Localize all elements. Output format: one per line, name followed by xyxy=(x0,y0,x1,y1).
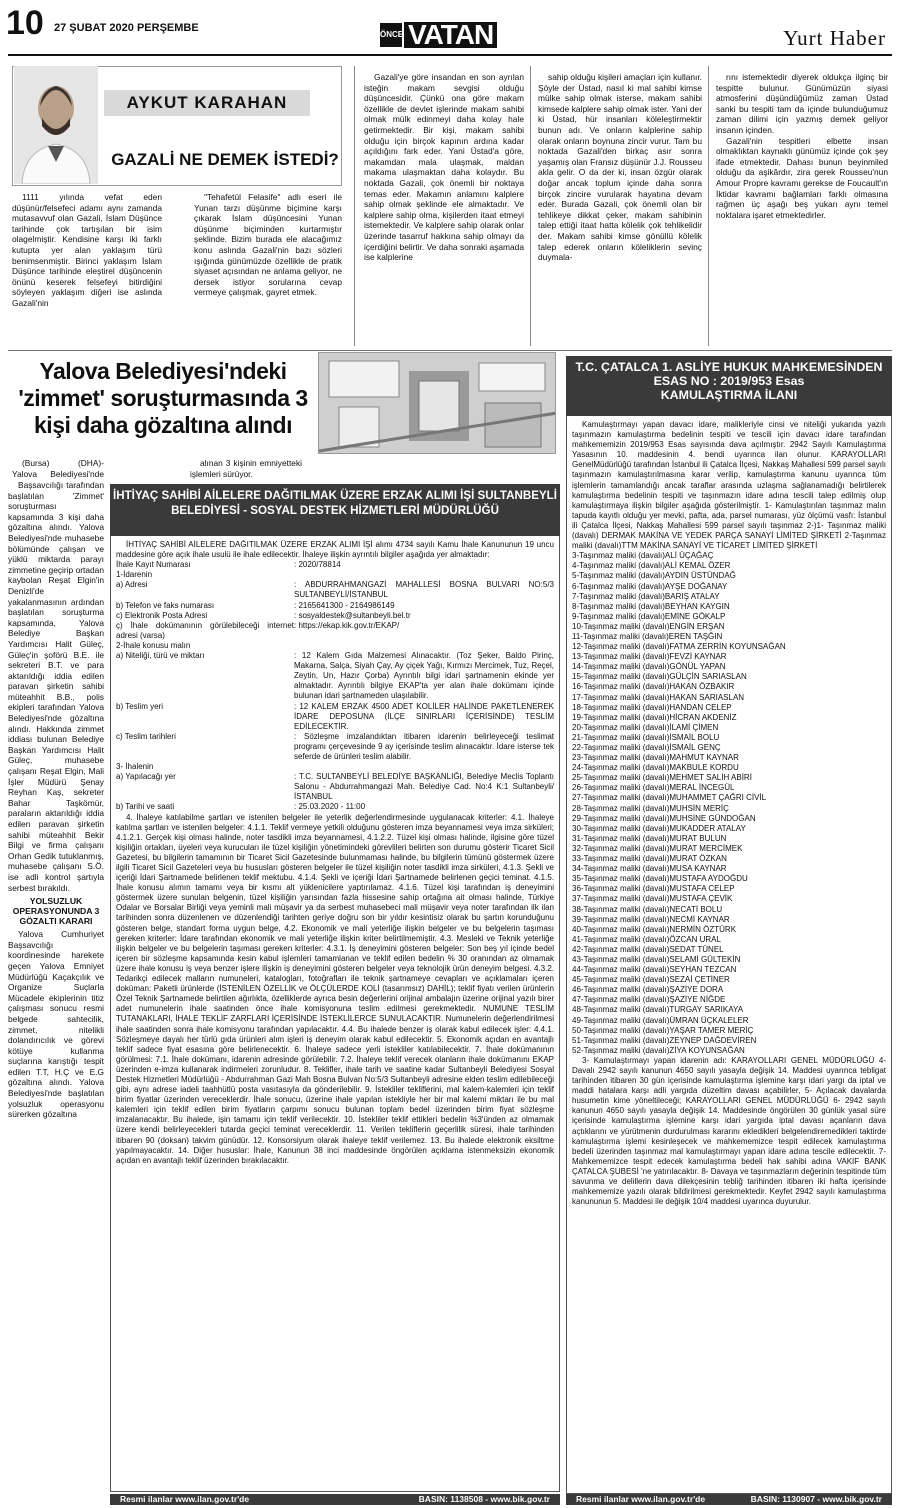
tender-row-value xyxy=(294,762,554,772)
owner-prefix: 37-Taşınmaz maliki (davalı) xyxy=(572,894,670,904)
owner-prefix: 6-Taşınmaz maliki (davalı) xyxy=(572,581,665,591)
owner-name: SEDAT TÜNEL xyxy=(669,944,724,954)
owner-item xyxy=(572,884,886,894)
tender-row xyxy=(116,570,554,580)
owner-item xyxy=(572,773,886,783)
author-avatar xyxy=(14,66,98,184)
owner-name: MERAL İNCEGÜL xyxy=(669,783,735,793)
tender-row-value: : 12 KALEM ERZAK 4500 ADET KOLİLER HALİNDE PAKETLENEREK İDARE DEPOSUNA (İLÇE SINIRLARI İÇERİSİNDE) TESLİM EDİLECEKTİR. xyxy=(294,701,554,731)
owner-name: NECATİ BOLU xyxy=(669,904,723,914)
tender-row xyxy=(116,772,554,802)
owner-prefix: 3-Taşınmaz maliki (davalı) xyxy=(572,551,665,561)
owner-prefix: 22-Taşınmaz maliki (davalı) xyxy=(572,743,670,752)
owner-prefix: 33-Taşınmaz maliki (davalı) xyxy=(572,854,670,864)
owner-name: İSMAİL GENÇ xyxy=(669,743,721,752)
issue-date: 27 ŞUBAT 2020 PERŞEMBE xyxy=(54,22,199,34)
tender-row-key: b) Tarihi ve saati xyxy=(116,802,175,812)
tender-row xyxy=(116,732,554,762)
owner-prefix: 47-Taşınmaz maliki (davalı) xyxy=(572,995,670,1005)
page-number: 10 xyxy=(6,4,44,42)
owner-name: ENGİN ERŞAN xyxy=(669,621,725,631)
column-text-4: sahip olduğu kişileri amaçları için kullanır. Şöyle der Üstad, nasıl ki mal sahibi kimse mülke sahip olmak isterse, makam sahibi kimsede kalplere sahip olmak ister. Yani der ki Üstad, hür insanları köleleştirmektir bunun adı. Ve onların kalplerine sahip olarak onların boynuna zincir vurur. Tam bu noktada Gazali'den birkaç asır sonra yaşamış olan Fransız düşünür J.J. Rousseu akla gelir. O da der ki, insan özgür olarak doğar ancak toplum içinde daha sonra birçok zincire vurularak hayatına devam eder. Burada Gazali, çok önemli olan bir tehlikeye dikkat çeker, makam sahibinin talep ettiği itaat hatta kölelik çok tehlikelidir der. Makam sahibi kimse gönüllü kölelik talep ederek onların köleliklerin sevinç duymala- xyxy=(538,72,702,263)
owner-item xyxy=(572,965,886,975)
column-text-1: 1111 yılında vefat eden düşünür/felsefeci adamı aynı zamanda mutasavvuf olan Gazali, İslam Düşünce tarihinde çok tartışılan bir isim olagelmiştir. Kendisine karşı iki farklı kutupta yer alan yaklaşım türü benimsenmiştir. Birinci yaklaşım İslam Düşünce tarihinde eleştirel düşüncenin önünü keserek felsefeyi bitirdiğini söyleyen yaklaşım diğeri ise aslında Gazali'nin xyxy=(12,192,162,308)
owner-name: SEZAİ ÇETİNER xyxy=(669,975,730,985)
owner-name: HANDAN CELEP xyxy=(669,702,732,712)
column-divider xyxy=(708,66,709,346)
tender-body: İHTİYAÇ SAHİBİ AİLELERE DAĞITILMAK ÜZERE ERZAK ALIMI İŞİ alımı 4734 sayılı Kamu İhale Kanununun 19 uncu maddesine göre açık ihale usulü ile ihale edilecektir. İhaleye ilişkin ayrıntılı bilgiler aşağıda yer almaktadır: İhale Kayıt Numarası : 2020/78814 1-İdarenin a) Adresi : ABDURRAHMANGAZİ MAHALLESİ BOSNA BULVARI NO:5/3 SULTANBEYLİ/İSTANBUL b) Telefon ve faks numarası : 2165641300 - 2164986149 c) Elektronik Posta Adresi : sosyaldestek@sultanbeyli.bel.tr ç) İhale dokümanının görülebileceği internet adresi (varsa) : https://ekap.kik.gov.tr/EKAP/ 2-İhale konusu malın a) Niteliği, türü ve miktarı : 12 Kalem Gıda Malzemesi Alınacaktır. (Toz Şeker, Baldo Pirinç, Makarna, Salça, Siyah Çay, Ay çiçek Yağı, Kırmızı Mercimek, Tuz, Reçel, Zeytin, Un, Hazır Çorba) Ayrıntılı bilgi idari şartnamenin ekinde yer almaktadır. Ayrıntılı bilgiye EKAP'ta yer alan ihale dokümanı içinde bulunan idari şartnameden ulaşılabilir. b) Teslim yeri : 12 KALEM ERZAK 4500 ADET KOLİLER HALİNDE PAKETLENEREK İDARE DEPOSUNA (İLÇE SINIRLARI İÇERİSİNDE) TESLİM EDİLECEKTİR. c) Teslim tarihleri : Sözleşme imzalandıktan itibaren idarenin belirleyeceği teslimat programı çerçevesinde 9 ay içerisinde teslim alınacaktır. İdare isterse tek seferde de ürünleri teslim alabilir. 3- İhalenin a) Yapılacağı yer : T.C. SULTANBEYLİ BELEDİYE BAŞKANLIĞI, Belediye Meclis Toplantı Salonu - Abdurrahmangazi Mah. Belediye Cad. No:4 K:1 Sultanbeyli/İSTANBUL b) Tarihi ve saati : 25.03.2020 - 11:00 4. İhaleye katılabilme şartları ve istenilen belgeler ile yeterlik değerlendirmesinde uygulanacak kriterler: 4.1. İhaleye katılma şartları ve istenilen belgeler: 4.1.1. Teklif vermeye yetkili olduğunu gösteren imza beyannamesi veya imza sirküleri; 4.1.2.1. Gerçek kişi olması halinde, noter tasdikli imza beyannamesi, 4.1.2.2. Tüzel kişi olması halinde, ilgisine göre tüzel kişiliğin ortakları, üyeleri veya kurucuları ile tüzel kişiliğin yönetimindeki görevlileri belirten son durumu gösterir Ticaret Sicil Gazetesi, bu bilgilerin tamamının bir Ticaret Sicil Gazetesinde bulunmaması halinde, bu bilgilerin tümünü göstermek üzere ilgili Ticaret Sicil Gazeteleri veya bu hususları gösteren belgeler ile tüzel kişiliğin noter tasdikli imza sirküleri, 4.1.3. Şekli ve içeriği İdari Şartnamede belirlenen teklif mektubu. 4.1.4. Şekli ve içeriği İdari Şartnamede belirlenen geçici teminat. 4.1.5. İhale konusu alımın tamamı veya bir kısmı alt yüklenicilere yaptırılamaz. 4.1.6. Tüzel kişi tarafından iş deneyimini göstermek üzere sunulan belgenin, tüzel kişiliğin yarısından fazla hissesine sahip ortağına ait olması halinde, Türkiye Odalar ve Borsalar Birliği veya yeminli mali müşavir ya da serbest muhasebeci mali müşavir veya noter tarafından ilk ilan tarihinden sonra düzenlenen ve düzenlendiği tarihten geriye doğru son bir yıldır kesintisiz olarak bu şartın korunduğunu gösteren belge, standart forma uygun belge, 4.2. Ekonomik ve mali yeterliğe ilişkin belgeler ve bu belgelerin taşıması gereken kriterler: İdare tarafından ekonomik ve mali yeterliğe ilişkin kriter belirtilmemiştir. 4.3. Mesleki ve Teknik yeterliğe ilişkin belgeler ve bu belgelerin taşıması gereken kriterler: 4.3.1. İş deneyimini gösteren belgeler: Son beş yıl içinde bedel içeren bir sözleşme kapsamında kesin kabul işlemleri tamamlanan ve teklif edilen bedelin % 30 oranından az olmamak üzere ihale konusu iş veya benzer işlere ilişkin iş deneyimini gösteren belgeler veya teknolojik ürün deneyim belgesi. 4.3.2. Tedarikçi edilecek malların numuneleri, katalogları, fotoğrafları ile teknik şartnameye cevapları ve açıklamaları içeren doküman: Paketli ürünlerde (İSTENİLEN ÖZELLİK ve ÖLÇÜLERDE KOLİ (tasarımsız) DAHİL); teklif fiyatı verilen ürünlerin Özel Teknik Şartnamede belirtilen ağırlıkta, özelliklerde ayrıca besin değerlerini orijinal ambalajın üzerine orijinal yazılı birer adet numunelerin ihale saatinden önce ihale komisyonuna teslim edilmesi gerekmektedir. NUMUNE TESLİM TUTANAKLARI, İHALE TEKLİF ZARFLARI İÇERİSİNDE İSTEKLİLERCE SUNULACAKTIR. Numunelerin değerlendirilmesi ihale saatinden sonra ihale komisyonu tarafından yapılacaktır. 4.4. Bu ihalede benzer iş olarak kabul edilecek işler: 4.4.1. Sözleşmeye dayalı her türlü gıda ürünleri alım işleri iş deneyim olarak kabul edilecektir. 5. Ekonomik açıdan en avantajlı teklif sadece fiyat esasına göre belirlenecektir. 6. İhaleye sadece yerli istekliler katılabilecektir. 7. İhale dokümanının görülmesi: 7.1. İhale dokümanı, idarenin adresinde görülebilir. 7.2. İhaleye teklif verecek olanların ihale dokümanını EKAP üzerinden e-imza kullanarak indirmeleri zorunludur. 8. Teklifler, ihale tarih ve saatine kadar Sultanbeyli Belediyesi Sosyal Destek Hizmetleri Müdürlüğü - Abdurrahman Gazi Mah Bosna Bulvan No:5/3 Sultanbeyli adresine elden teslim edilebileceği gibi, aynı adrese iadeli taahhütlü posta vasıtasıyla da gönderilebilir. 9. İstekliler tekliflerini, mal kalem-kalemleri için teklif birim fiyatlar üzerinden vereceklerdir. İhale sonucu, üzerine ihale yapılan istekliyle her bir mal kalemi miktarı ile bu mal kalemleri için teklif edilen birim fiyatların çarpımı sonucu bulunan toplam bedel üzerinden birim fiyat sözleşme imzalanacaktır. Bu ihalede, işin tamamı için teklif verilecektir. 10. İstekliler teklif ettikleri bedelin %3'ünden az olmamak üzere kendi belirleyecekleri tutarda geçici teminat vereceklerdir. 11. Verilen tekliflerin geçerlilik süresi, ihale tarihinden itibaren 90 (doksan) takvim günüdür. 12. Konsorsiyum olarak ihaleye teklif verilemez. 13. Bu ihalede elektronik eksiltme yapılmayacaktır. 14. Diğer hususlar: İhale, Kanunun 38 inci maddesinde öngörülen açıklama istenmeksizin ekonomik açıdan en avantajlı teklif üzerinden bırakılacaktır. xyxy=(116,540,554,1165)
court-name: T.C. ÇATALCA 1. ASLİYE HUKUK MAHKEMESİNDEN xyxy=(575,360,883,374)
owner-name: YAŞAR TAMER MERİÇ xyxy=(669,1025,754,1035)
owner-item xyxy=(572,713,886,723)
owner-prefix: 39-Taşınmaz maliki (davalı) xyxy=(572,914,670,924)
owner-prefix: 35-Taşınmaz maliki (davalı) xyxy=(572,874,670,884)
owner-prefix: 15-Taşınmaz maliki (davalı) xyxy=(572,672,670,682)
owner-name: MUHAMMET ÇAĞRI CİVİL xyxy=(669,793,767,803)
owner-list xyxy=(572,551,886,1056)
owner-item xyxy=(572,672,886,682)
news-lead: (Bursa) (DHA)- Yalova Belediyesi'nde xyxy=(12,458,104,479)
owner-prefix: 19-Taşınmaz maliki (davalı) xyxy=(572,712,670,722)
tender-row-value: : Sözleşme imzalandıktan itibaren idarenin belirleyeceği teslimat programı çerçevesinde 9 ay içerisinde teslim alınacaktır. İdare isterse tek seferde de ürünleri teslim alabilir. xyxy=(294,731,554,761)
tender-title: İHTİYAÇ SAHİBİ AİLELERE DAĞITILMAK ÜZERE ERZAK ALIMI İŞİ SULTANBEYLİ BELEDİYESİ - SOSYAL DESTEK HİZMETLERİ MÜDÜRLÜĞÜ xyxy=(110,484,560,536)
owner-item xyxy=(572,894,886,904)
owner-name: NECMİ KAYNAR xyxy=(669,914,730,924)
tender-footer xyxy=(110,1494,560,1505)
owner-prefix: 17-Taşınmaz maliki (davalı) xyxy=(572,692,670,702)
owner-name: BEYHAN KAYGIN xyxy=(664,601,730,611)
header-rule xyxy=(8,54,892,56)
owner-prefix: 52-Taşınmaz maliki (davalı) xyxy=(572,1045,670,1055)
owner-prefix: 9-Taşınmaz maliki (davalı) xyxy=(572,611,665,621)
author-name: AYKUT KARAHAN xyxy=(104,90,310,116)
owner-prefix: 29-Taşınmaz maliki (davalı) xyxy=(572,813,670,823)
column-text-5: rını istemektedir diyerek oldukça ilginç bir tespitte bulunur. Günümüzün siyasi atmosferini düşündüğümüz zaman Üstad sanki bu tespiti tam da içinde bulunduğumuz zaman dilimi için yazmış demek geliyor insanın içinden. Gazali'nin tespitleri elbette insan olmaklıktan kaynaklı günümüz içinde çok şey ifade etmektedir. Dahası bunun beyinmiled olduğu da aşikârdır, zira gerek Rousseu'nun Amour Propre kavramı gerekse de Foucault'ın İktidar kavramı bağlamları farklı olmasına rağmen üç aşağı beş yukarı aynı temel noktalara işaret etmektedirler. xyxy=(716,72,888,220)
owner-item xyxy=(572,925,886,935)
owner-item xyxy=(572,1005,886,1015)
owner-prefix: 43-Taşınmaz maliki (davalı) xyxy=(572,954,670,964)
owner-name: SELAMİ GÜLTEKİN xyxy=(669,954,741,964)
column-title: GAZALİ NE DEMEK İSTEDİ? xyxy=(111,150,339,169)
tender-row-value xyxy=(294,641,554,651)
owner-prefix: 28-Taşınmaz maliki (davalı) xyxy=(572,803,670,813)
tender-row-key: a) Niteliği, türü ve miktarı xyxy=(116,651,205,661)
owner-prefix: 46-Taşınmaz maliki (davalı) xyxy=(572,985,670,995)
owner-item xyxy=(572,824,886,834)
owner-name: ŞAZİYE NİĞDE xyxy=(669,995,726,1005)
owner-name: SEYHAN TEZCAN xyxy=(669,965,737,975)
owner-name: MURAT MERCİMEK xyxy=(669,843,743,853)
owner-prefix: 27-Taşınmaz maliki (davalı) xyxy=(572,793,670,803)
logo-text: VATAN xyxy=(404,22,497,48)
owner-item xyxy=(572,834,886,844)
owner-name: AYDIN ÜSTÜNDAĞ xyxy=(664,571,736,581)
court-notice-body: Kamulaştırmayı yapan davacı idare, malikleriyle cinsi ve niteliği yukarıda yazılı taşınmazın kamulaştırma bedelinin tespiti ve tescili için davacı idare tarafından mahkememizin 2019/953 Esas sayısında dava açılmıştır. 2942 Sayılı Kamulaştırma Yasasının 10. maddesinin 4. bendi uyarınca ilan olunur. KARAYOLLARI GenelMüdürlüğü tarafından İstanbul ili Çatalca İlçesi, Nakkaş Mahallesi 599 parsel sayılı taşınmazın kamulaştırılmasına karar verilip, kamulaştırma kanunu uyarınca tüm işlemlerin tamamlandığı ancak taraflar arasında uzlaşma sağlanamadığı belirtilerek kamulaştırma bedelinin tespiti ve taşınmazın idare adına tescili talep edilmiş olup kamulaştırmaya ilişkin bilgiler aşağıda gösterilmiştir. 1- Kamulaştırılan taşınmaz malın tapuda kayıtlı olduğu yer mevki, pafta, ada, parsel numarası, yüz ölçümü vasfı: İstanbul ili Çatalca İlçesi, Nakkaş Mahallesi 599 parsel sayılı taşınmaz 2-)1- Taşınmaz maliki (davalı) DERMAK MAKİNA VE YEDEK PARÇA SANAYİ LİMİTED ŞİRKETİ 2-Taşınmaz maliki (davalı)TTM MAKİNA SANAYİ VE TİCARET LİMİTED ŞİRKETİ 3-Taşınmaz maliki (davalı)ALİ ÜÇAĞAÇ 4-Taşınmaz maliki (davalı)ALİ KEMAL ÖZER 5-Taşınmaz maliki (davalı)AYDIN ÜSTÜNDAĞ 6-Taşınmaz maliki (davalı)AYŞE DOĞANAY 7-Taşınmaz maliki (davalı)BARIŞ ATALAY 8-Taşınmaz maliki (davalı)BEYHAN KAYGIN 9-Taşınmaz maliki (davalı)EMİNE GÖKALP 10-Taşınmaz maliki (davalı)ENGİN ERŞAN 11-Taşınmaz maliki (davalı)EREN TAŞĞIN 12-Taşınmaz maliki (davalı)FATMA ZERRİN KOYUNSAĞAN 13-Taşınmaz maliki (davalı)FEVZİ KAYNAR 14-Taşınmaz maliki (davalı)GÖNÜL YAPAN 15-Taşınmaz maliki (davalı)GÜLÇİN SARIASLAN 16-Taşınmaz maliki (davalı)HAKAN ÖZBAKIR 17-Taşınmaz maliki (davalı)HAKAN SARIASLAN 18-Taşınmaz maliki (davalı)HANDAN CELEP 19-Taşınmaz maliki (davalı)HİCRAN AKDENİZ 20-Taşınmaz maliki (davalı)İLAMİ ÇİMEN 21-Taşınmaz maliki (davalı)İSMAİL BOLU 22-Taşınmaz maliki (davalı)İSMAİL GENÇ 23-Taşınmaz maliki (davalı)MAHMUT KAYNAR 24-Taşınmaz maliki (davalı)MAKBULE KORDU 25-Taşınmaz maliki (davalı)MEHMET SALİH ABİRİ 26-Taşınmaz maliki (davalı)MERAL İNCEGÜL 27-Taşınmaz maliki (davalı)MUHAMMET ÇAĞRI CİVİL 28-Taşınmaz maliki (davalı)MUHSİN MERİÇ 29-Taşınmaz maliki (davalı)MUHSİNE GÜNDOĞAN 30-Taşınmaz maliki (davalı)MUKADDER ATALAY 31-Taşınmaz maliki (davalı)MURAT BULUN 32-Taşınmaz maliki (davalı)MURAT MERCİMEK 33-Taşınmaz maliki (davalı)MURAT ÖZKAN 34-Taşınmaz maliki (davalı)MUSA KAYNAR 35-Taşınmaz maliki (davalı)MUSTAFA AYDOĞDU 36-Taşınmaz maliki (davalı)MUSTAFA CELEP 37-Taşınmaz maliki (davalı)MUSTAFA ÇEVİK 38-Taşınmaz maliki (davalı)NECATİ BOLU 39-Taşınmaz maliki (davalı)NECMİ KAYNAR 40-Taşınmaz maliki (davalı)NERMİN ÖZTÜRK 41-Taşınmaz maliki (davalı)ÖZCAN URAL 42-Taşınmaz maliki (davalı)SEDAT TÜNEL 43-Taşınmaz maliki (davalı)SELAMİ GÜLTEKİN 44-Taşınmaz maliki (davalı)SEYHAN TEZCAN 45-Taşınmaz maliki (davalı)SEZAİ ÇETİNER 46-Taşınmaz maliki (davalı)ŞAZİYE DORA 47-Taşınmaz maliki (davalı)ŞAZİYE NİĞDE 48-Taşınmaz maliki (davalı)TURGAY SARIKAYA 49-Taşınmaz maliki (davalı)ÜMRAN ÜÇKALELER 50-Taşınmaz maliki (davalı)YAŞAR TAMER MERİÇ 51-Taşınmaz maliki (davalı)ZEYNEP DAĞDEVİREN 52-Taşınmaz maliki (davalı)ZİYA KOYUNSAĞAN 3- Kamulaştırmayı yapan idarenin adı: KARAYOLLARI GENEL MÜDÜRLÜĞÜ 4- Davalı 2942 sayılı kanunun 4650 sayılı yasayla değişik 14. Maddesi uyarınca tebligat tarihinden itibaren 30 gün içerisinde kamulaştırma işlemine karşı idari yargı da iptal ve maddi hatalara karşı adli yargıda düzeltim davası açabilirler, 5- Açılacak davalarda husumetin kime yöneltileceği; KARAYOLLARI GENEL MÜDÜRLÜĞÜ 6- 2942 sayılı kanunun 4650 sayılı yasayla değişik 14. Maddesinde öngörülen 30 günlük yasal süre içerisinde kamulaştırma işlemine karşı idari yargıda iptal davası açanların dava açtıklarını ve yürütmenin durdurulması kararını ekledikleri belgelendiremedikleri taktirde kamulaştırma işlemi kesinleşecek ve mahkememizce tespit edilecek kamulaştırma bedeli üzerinden taşınmaz mal kamulaştırmayı yapan idare adına tescile edilecektir. 7- Mahkememizce tespit edecek kamulaştırma bedeli hak sahibi adına VAKIF BANK ÇATALCA ŞUBESİ 'ne yatırılacaktır. 8- Davaya ve taşınmazların değerinin tespitinde tüm savunma ve delillerin dava dilekçesinin tebliğ tarihinden itibaren iki hafta içerisinde mahkememize yazılı olarak bildirilmesi gerekmektedir. Keyfet 2942 sayılı kamulaştırma kanununun 5. Maddesi ile değişik 10/4 maddesi uyarınca duyurulur. xyxy=(572,420,886,1207)
owner-name: AYŞE DOĞANAY xyxy=(664,581,728,591)
owner-item xyxy=(572,571,886,581)
owner-prefix: 51-Taşınmaz maliki (davalı) xyxy=(572,1035,670,1045)
tender-row-key: b) Teslim yeri xyxy=(116,701,163,711)
tender-row-key: c) Elektronik Posta Adresi xyxy=(116,610,208,620)
owner-item xyxy=(572,723,886,733)
owner-item xyxy=(572,612,886,622)
tender-row xyxy=(116,702,554,732)
owner-name: HAKAN SARIASLAN xyxy=(669,692,745,702)
owner-prefix: 21-Taşınmaz maliki (davalı) xyxy=(572,732,670,742)
owner-name: MAHMUT KAYNAR xyxy=(669,753,739,763)
owner-item xyxy=(572,632,886,642)
footer-left: Resmi ilanlar www.ilan.gov.tr'de xyxy=(120,1494,250,1504)
owner-item xyxy=(572,945,886,955)
owner-item xyxy=(572,693,886,703)
tender-row-key: İhale Kayıt Numarası xyxy=(116,560,191,570)
owner-item xyxy=(572,592,886,602)
tender-row-value: : 2165641300 - 2164986149 xyxy=(294,600,395,610)
owner-name: BARIŞ ATALAY xyxy=(664,591,720,601)
owner-name: İSMAİL BOLU xyxy=(669,732,720,742)
owner-item xyxy=(572,743,886,753)
owner-name: ZEYNEP DAĞDEVİREN xyxy=(669,1035,757,1045)
tender-row xyxy=(116,580,554,600)
owner-prefix: 11-Taşınmaz maliki (davalı) xyxy=(572,631,669,641)
column-divider xyxy=(530,66,531,346)
tender-row xyxy=(116,621,554,641)
tender-row-key: c) Teslim tarihleri xyxy=(116,731,176,741)
owner-item xyxy=(572,814,886,824)
tender-row-value: : sosyaldestek@sultanbeyli.bel.tr xyxy=(294,610,411,620)
owner-item xyxy=(572,602,886,612)
owner-prefix: 12-Taşınmaz maliki (davalı) xyxy=(572,642,670,652)
news-photo xyxy=(318,352,556,454)
owner-name: EMİNE GÖKALP xyxy=(664,611,726,621)
owner-item xyxy=(572,682,886,692)
owner-name: MAKBULE KORDU xyxy=(669,763,739,773)
owner-item xyxy=(572,652,886,662)
owner-prefix: 34-Taşınmaz maliki (davalı) xyxy=(572,864,670,874)
footer-right: BASIN: 1130907 - www.bik.gov.tr xyxy=(750,1494,882,1504)
tender-row-value: : 2020/78814 xyxy=(294,560,341,570)
news-headline: Yalova Belediyesi'ndeki 'zimmet' soruşturmasında 3 kişi daha gözaltına alındı xyxy=(18,358,308,438)
tender-row-key: a) Yapılacağı yer xyxy=(116,772,176,782)
owner-name: MEHMET SALİH ABİRİ xyxy=(669,773,752,783)
owner-prefix: 26-Taşınmaz maliki (davalı) xyxy=(572,783,670,793)
owner-prefix: 50-Taşınmaz maliki (davalı) xyxy=(572,1025,670,1035)
owner-name: MUKADDER ATALAY xyxy=(669,823,746,833)
owner-name: ALİ KEMAL ÖZER xyxy=(664,561,731,571)
owner-prefix: 41-Taşınmaz maliki (davalı) xyxy=(572,934,670,944)
owner-name: MUHSİN MERİÇ xyxy=(669,803,729,813)
owner-item xyxy=(572,975,886,985)
case-number: ESAS NO : 2019/953 Esas xyxy=(653,374,805,388)
owner-prefix: 5-Taşınmaz maliki (davalı) xyxy=(572,571,665,581)
owner-name: ÖZCAN URAL xyxy=(669,934,721,944)
tender-row xyxy=(116,560,554,570)
owner-item xyxy=(572,874,886,884)
news-subheading: YOLSUZLUK OPERASYONUNDA 3 GÖZALTI KARARI xyxy=(12,896,100,927)
owner-item xyxy=(572,1016,886,1026)
owner-prefix: 24-Taşınmaz maliki (davalı) xyxy=(572,763,670,773)
footer-right: BASIN: 1138508 - www.bik.gov.tr xyxy=(418,1494,550,1504)
owner-name: MURAT ÖZKAN xyxy=(669,854,727,864)
owner-prefix: 10-Taşınmaz maliki (davalı) xyxy=(572,621,670,631)
owner-prefix: 36-Taşınmaz maliki (davalı) xyxy=(572,884,670,894)
aerial-buildings-image xyxy=(319,353,556,454)
owner-item xyxy=(572,844,886,854)
tender-row-key: ç) İhale dokümanının görülebileceği internet adresi (varsa) xyxy=(116,620,294,640)
owner-prefix: 23-Taşınmaz maliki (davalı) xyxy=(572,753,670,763)
author-photo-icon xyxy=(14,66,98,184)
owner-item xyxy=(572,915,886,925)
tender-row-key: a) Adresi xyxy=(116,580,148,590)
owner-prefix: 25-Taşınmaz maliki (davalı) xyxy=(572,773,670,783)
owner-name: ZİYA KOYUNSAĞAN xyxy=(669,1045,745,1055)
owner-item xyxy=(572,1026,886,1036)
logo-emblem: ÖNCE xyxy=(380,23,402,47)
owner-item xyxy=(572,935,886,945)
tender-row xyxy=(116,762,554,772)
owner-item xyxy=(572,1046,886,1056)
column-text-3: Gazali'ye göre insandan en son ayrılan isteğin makam sevgisi olduğu düşüncesidir. Çünkü ona göre makam özellikle de devlet işlerinde makam sahibi olmak mülk edinmeyi daha kolay hale getirmektedir. Bir kişi, makam sahibi olduğu için birçok kapının ardına kadar açıldığını fark eder. Yani Üstad'a göre, makamdan mala ulaşmak, maldan makama ulaşmaktan daha kolaydır. Bu noktada Gazali, çok önemli bir noktaya temas eder. Makamın anlamını kalplere sahip olmak şeklinde ele almaktadır. Ve kalplere sahip olma, kişilerden itaat etmeyi istemektedir. Ve kalplere sahip olarak onlar üzerinde tasarruf hakkına sahip olmayı da içerdiğini belirtir. Ve daha sonraki aşamada ise kalplerine xyxy=(364,72,524,263)
owner-item xyxy=(572,642,886,652)
owner-name: ALİ ÜÇAĞAÇ xyxy=(664,551,714,561)
owner-name: EREN TAŞĞIN xyxy=(668,631,723,641)
section-rule xyxy=(8,350,892,351)
owner-item xyxy=(572,804,886,814)
owner-name: ÜMRAN ÜÇKALELER xyxy=(669,1015,749,1025)
tender-row-value xyxy=(294,570,554,580)
owner-name: MUSTAFA AYDOĞDU xyxy=(669,874,748,884)
news-lead-2: alınan 3 kişinin emniyetteki işlemleri sürüyor. xyxy=(190,458,302,479)
owner-prefix: 8-Taşınmaz maliki (davalı) xyxy=(572,601,665,611)
tender-row xyxy=(116,802,554,812)
owner-item xyxy=(572,985,886,995)
owner-prefix: 32-Taşınmaz maliki (davalı) xyxy=(572,843,670,853)
owner-name: HAKAN ÖZBAKIR xyxy=(669,682,735,692)
owner-item xyxy=(572,763,886,773)
tender-row-key: 1-İdarenin xyxy=(116,570,153,580)
owner-item xyxy=(572,905,886,915)
news-body: Başsavcılığı tarafından başlatılan 'Zimmet' soruşturması kapsamında 3 kişi daha gözaltına alındı. Yalova Belediyesi'nde muhasebe bölümünde çalışan ve yüklü miktarda parayı zimmetine geçirip ortadan kaybolan Reşat Elgin'in Denizli'de yakalanmasının ardından başlatılan soruşturma kapsamında, Yalova Belediye Başkan Yardımcısı Halit Güleç, Güleç'in şoförü B.E. ile sekreteri B.T. ve para aktarıldığı iddia edilen paravan şirketin sahibi müteahhit B.B., polis ekipleri tarafından Yalova Belediyesi'nde gözaltına alındı. Hakkında zimmet iddiası bulunan Belediye Başkan Yardımcısı Halit Güleç, muhasebe çalışanı Reşat Elgin, Mali İşler Müdürü Şenay Reyhan Kaş, sekreter Bahar Taşkömür, paraların aktarıldığı iddia edilen paravan şirketin sahibi müteahhit Bekir Bilgi ve firma çalışanı Orhan Gedik tutuklanmış, muhasebe çalışanı S.Ö. ise adli kontrol şartıyla serbest bırakıldı. YOLSUZLUK OPERASYONUNDA 3 GÖZALTI KARARI Yalova Cumhuriyet Başsavcılığı koordinesinde harekete geçen Yalova Emniyet Müdürlüğü Kaçakçılık ve Organize Suçlarla Mücadele ekiplerinin titiz çalışması sonucu resmi belgede sahtecilik, zimmet, nitelikli dolandırıcılık ve görevi kötüye kullanma suçlarına karıştığı tespit edilen T.T, H.Ç ve E.G gözaltına alındı. Yalova Belediyesi'nde başlatılan yolsuzluk operasyonu sürerken gözaltına xyxy=(8,480,104,1120)
owner-prefix: 38-Taşınmaz maliki (davalı) xyxy=(572,904,670,914)
owner-item xyxy=(572,854,886,864)
owner-prefix: 16-Taşınmaz maliki (davalı) xyxy=(572,682,670,692)
owner-item xyxy=(572,662,886,672)
tender-row-value: : ABDURRAHMANGAZİ MAHALLESİ BOSNA BULVARI NO:5/3 SULTANBEYLİ/İSTANBUL xyxy=(294,580,554,600)
court-notice-footer xyxy=(566,1494,892,1505)
notice-type: KAMULAŞTIRMA İLANI xyxy=(660,388,798,402)
footer-left: Resmi ilanlar www.ilan.gov.tr'de xyxy=(576,1494,706,1504)
owner-name: TURGAY SARIKAYA xyxy=(669,1005,744,1015)
newspaper-logo xyxy=(380,19,497,50)
owner-item xyxy=(572,753,886,763)
owner-prefix: 31-Taşınmaz maliki (davalı) xyxy=(572,833,670,843)
owner-name: FEVZİ KAYNAR xyxy=(669,652,727,662)
owner-prefix: 42-Taşınmaz maliki (davalı) xyxy=(572,944,670,954)
tender-row xyxy=(116,601,554,611)
owner-item xyxy=(572,561,886,571)
owner-prefix: 14-Taşınmaz maliki (davalı) xyxy=(572,662,670,672)
tender-row-value: : https://ekap.kik.gov.tr/EKAP/ xyxy=(294,620,400,630)
owner-item xyxy=(572,995,886,1005)
owner-item xyxy=(572,1036,886,1046)
owner-prefix: 30-Taşınmaz maliki (davalı) xyxy=(572,823,670,833)
tender-rows xyxy=(116,560,554,812)
owner-name: MUSA KAYNAR xyxy=(669,864,727,874)
owner-item xyxy=(572,551,886,561)
tender-row-value: : T.C. SULTANBEYLİ BELEDİYE BAŞKANLIĞI, Belediye Meclis Toplantı Salonu - Abdurrahmangazi Mah. Belediye Cad. No:4 K:1 Sultanbeyli/İSTANBUL xyxy=(294,772,554,802)
owner-name: FATMA ZERRİN KOYUNSAĞAN xyxy=(669,642,786,652)
tender-row-key: 3- İhalenin xyxy=(116,762,154,772)
owner-item xyxy=(572,783,886,793)
owner-name: ŞAZİYE DORA xyxy=(669,985,724,995)
owner-name: HİCRAN AKDENİZ xyxy=(669,712,737,722)
section-name: Yurt Haber xyxy=(783,26,886,50)
owner-prefix: 4-Taşınmaz maliki (davalı) xyxy=(572,561,665,571)
owner-prefix: 45-Taşınmaz maliki (davalı) xyxy=(572,975,670,985)
owner-prefix: 40-Taşınmaz maliki (davalı) xyxy=(572,924,670,934)
owner-item xyxy=(572,864,886,874)
owner-name: MUSTAFA CELEP xyxy=(669,884,735,894)
tender-row-value: : 25.03.2020 - 11:00 xyxy=(294,802,366,812)
owner-name: MUHSİNE GÜNDOĞAN xyxy=(669,813,756,823)
owner-item xyxy=(572,582,886,592)
owner-name: GÜLÇİN SARIASLAN xyxy=(669,672,747,682)
owner-name: MUSTAFA ÇEVİK xyxy=(669,894,733,904)
owner-prefix: 13-Taşınmaz maliki (davalı) xyxy=(572,652,670,662)
tender-row xyxy=(116,611,554,621)
owner-prefix: 20-Taşınmaz maliki (davalı) xyxy=(572,722,670,732)
owner-prefix: 44-Taşınmaz maliki (davalı) xyxy=(572,965,670,975)
owner-prefix: 18-Taşınmaz maliki (davalı) xyxy=(572,702,670,712)
column-divider xyxy=(354,66,355,346)
owner-item xyxy=(572,703,886,713)
tender-row-key: 2-İhale konusu malın xyxy=(116,640,191,650)
owner-name: GÖNÜL YAPAN xyxy=(669,662,726,672)
tender-row xyxy=(116,651,554,701)
owner-prefix: 7-Taşınmaz maliki (davalı) xyxy=(572,591,665,601)
column-text-2: "Tehafetül Felasife" adlı eseri ile Yunan tarzı düşünme biçimine karşı çıkarak İslam düşüncesini Yunan düşünme biçiminden kurtarmıştır şeklinde. Bizim burada ele alacağımız konu aslında Gazali'nin bazı sözleri ışığında günümüzde özellikle de pratik siyaset açısından ne anlama geliyor, ne dersek istiyor sorularına cevap vermeye çalışmak, gayret etmek. xyxy=(194,192,342,298)
tender-row xyxy=(116,641,554,651)
tender-row-value: : 12 Kalem Gıda Malzemesi Alınacaktır. (Toz Şeker, Baldo Pirinç, Makarna, Salça, Siyah Çay, Ay çiçek Yağı, Kırmızı Mercimek, Tuz, Reçel, Zeytin, Un, Hazır Çorba) Ayrıntılı bilgi idari şartnamenin ekinde yer almaktadır. Ayrıntılı bilgiye EKAP'ta yer alan ihale dokümanı içinde bulunan idari şartnameden ulaşılabilir. xyxy=(294,651,554,701)
owner-item xyxy=(572,793,886,803)
tender-row-key: b) Telefon ve faks numarası xyxy=(116,600,215,610)
owner-prefix: 48-Taşınmaz maliki (davalı) xyxy=(572,1005,670,1015)
owner-item xyxy=(572,733,886,743)
owner-name: İLAMİ ÇİMEN xyxy=(669,722,719,732)
court-notice-title xyxy=(566,356,892,416)
owner-item xyxy=(572,955,886,965)
owner-item xyxy=(572,622,886,632)
owner-prefix: 49-Taşınmaz maliki (davalı) xyxy=(572,1015,670,1025)
owner-name: NERMİN ÖZTÜRK xyxy=(669,924,737,934)
owner-name: MURAT BULUN xyxy=(669,833,727,843)
